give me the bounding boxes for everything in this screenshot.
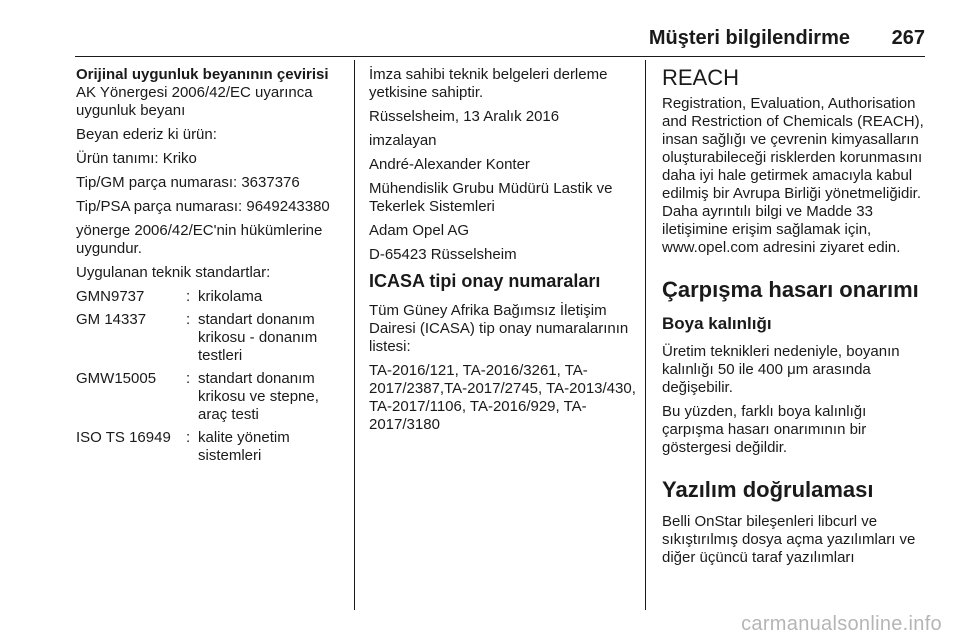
standard-code: ISO TS 16949 <box>76 429 171 446</box>
table-row <box>76 370 348 424</box>
paragraph: Rüsselsheim, 13 Aralık 2016 <box>369 108 560 125</box>
paragraph: D-65423 Rüsselsheim <box>369 246 517 263</box>
standard-code: GMN9737 <box>76 288 145 305</box>
standards-table <box>76 288 348 465</box>
column-1 <box>76 66 348 470</box>
declaration-heading: Orijinal uygunluk beyanının çevirisi <box>76 66 329 83</box>
standard-description: kalite yönetim sistemleri <box>198 429 290 464</box>
paragraph: Tip/PSA parça numarası: 9649243380 <box>76 198 330 215</box>
column-2 <box>369 66 639 440</box>
paragraph: Bu yüzden, farklı boya kalınlığı çarpışma hasarı onarımının bir göstergesi değildir. <box>662 403 867 456</box>
separator: : <box>186 370 191 387</box>
section-title: Müşteri bilgilendirme <box>648 27 850 49</box>
paragraph: Tip/GM parça numarası: 3637376 <box>76 174 300 191</box>
standard-description: krikolama <box>198 288 263 305</box>
separator: : <box>186 311 191 328</box>
separator: : <box>186 429 191 446</box>
software-heading: Yazılım doğrulaması <box>662 477 874 502</box>
paragraph: imzalayan <box>369 132 437 149</box>
paragraph: Ürün tanımı: Kriko <box>76 150 197 167</box>
standard-code: GM 14337 <box>76 311 147 328</box>
paint-thickness-heading: Boya kalınlığı <box>662 314 772 333</box>
standard-code: GMW15005 <box>76 370 157 387</box>
paragraph: Beyan ederiz ki ürün: <box>76 126 217 143</box>
paragraph: Mühendislik Grubu Müdürü Lastik ve Tekerlek Sistemleri <box>369 180 613 215</box>
paragraph: André-Alexander Konter <box>369 156 530 173</box>
column-divider-1 <box>354 60 355 610</box>
paragraph: Adam Opel AG <box>369 222 470 239</box>
watermark: carmanualsonline.info <box>741 613 942 635</box>
paragraph: İmza sahibi teknik belgeleri derleme yetkisine sahiptir. <box>369 66 608 101</box>
icasa-intro: Tüm Güney Afrika Bağımsız İletişim Dairesi (ICASA) tip onay numaralarının listesi: <box>369 302 629 355</box>
icasa-numbers: TA-2016/121, TA-2016/3261, TA-2017/2387,TA-2017/2745, TA-2013/430, TA-2017/1106, TA-2016/929, TA-2017/3180 <box>369 362 636 433</box>
column-3 <box>662 66 930 573</box>
paragraph: AK Yönergesi 2006/42/EC uyarınca uygunluk beyanı <box>76 84 313 119</box>
crash-repair-heading: Çarpışma hasarı onarımı <box>662 277 919 302</box>
separator: : <box>186 288 191 305</box>
page-header <box>0 0 960 56</box>
standard-description: standart donanım krikosu - donanım testleri <box>198 311 318 364</box>
software-text: Belli OnStar bileşenleri libcurl ve sıkıştırılmış dosya açma yazılımları ve diğer üçüncü taraf yazılımları <box>662 513 916 566</box>
table-row <box>76 288 348 306</box>
table-row <box>76 429 348 465</box>
standard-description: standart donanım krikosu ve stepne, araç testi <box>198 370 319 423</box>
reach-heading: REACH <box>662 65 740 90</box>
page-number: 267 <box>891 27 925 49</box>
table-row <box>76 311 348 365</box>
paragraph: Uygulanan teknik standartlar: <box>76 264 271 281</box>
column-divider-2 <box>645 60 646 610</box>
paragraph: yönerge 2006/42/EC'nin hükümlerine uygundur. <box>76 222 323 257</box>
reach-text: Registration, Evaluation, Authorisation and Restriction of Chemicals (REACH), insan sağlığı ve çevrenin kimyasalların oluşturabileceği risklerden korunmasını daha iyi hale getirmek amacıyla kabul edilmiş bir Avrupa Birliği yönetmeliğidir. Daha ayrıntılı bilgi ve Madde 33 iletişimine erişim sağlamak için, www.opel.com adresini ziyaret edin. <box>662 95 924 256</box>
paragraph: Üretim teknikleri nedeniyle, boyanın kalınlığı 50 ile 400 μm arasında değişebilir. <box>662 343 900 396</box>
header-divider <box>75 56 925 57</box>
icasa-heading: ICASA tipi onay numaraları <box>369 271 601 291</box>
